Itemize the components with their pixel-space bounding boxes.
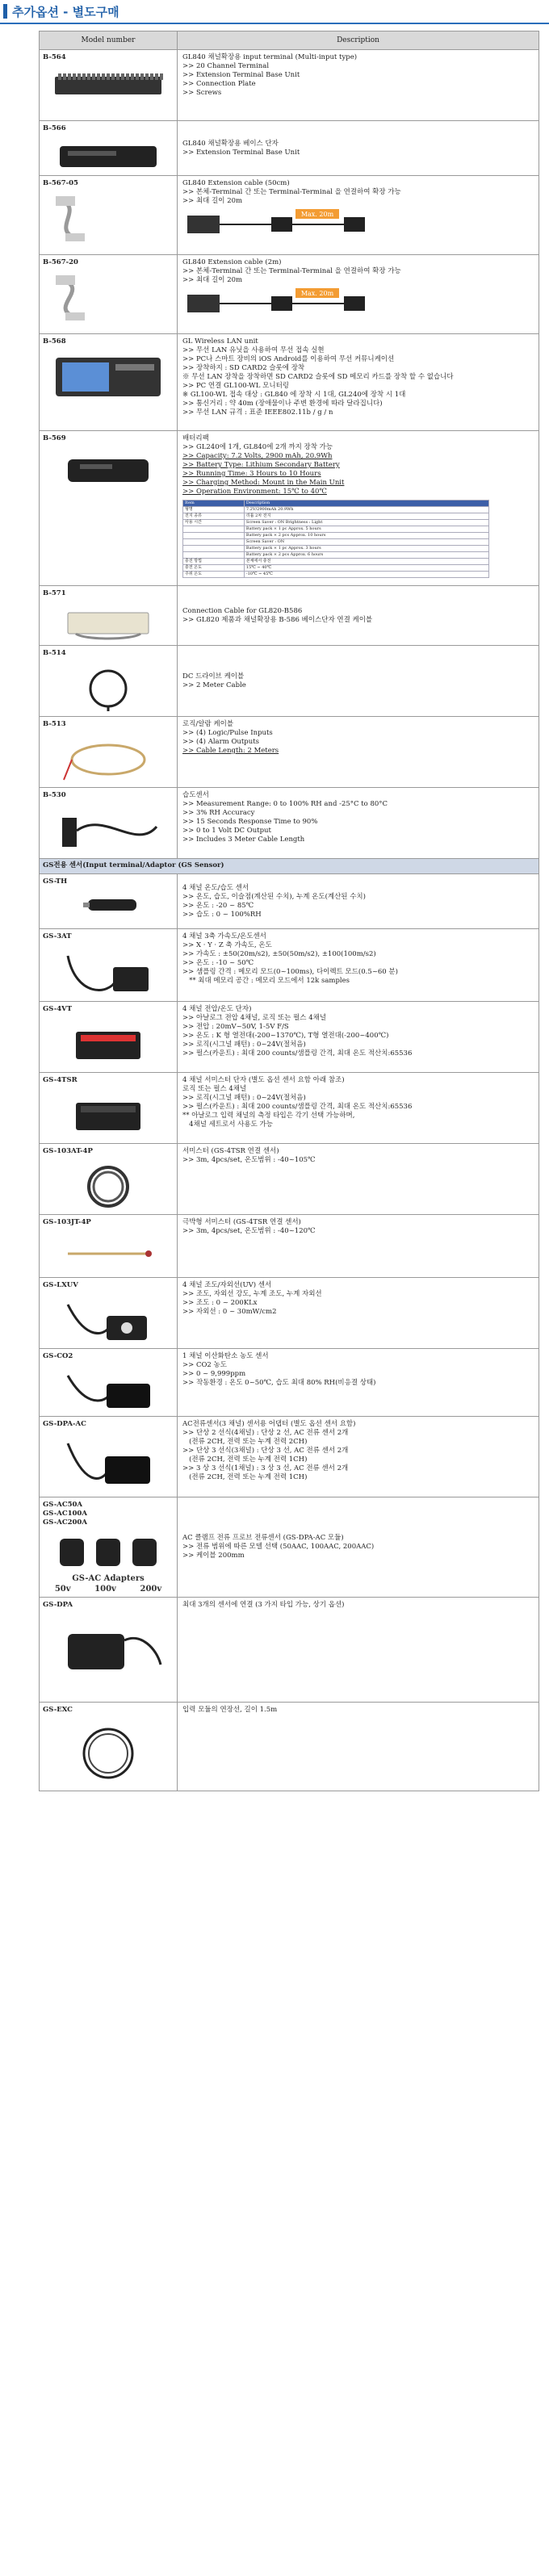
spec-cell: Battery pack × 2 pcs Approx. 10 hours <box>244 533 488 539</box>
description-line: >> PC 연결 GL100-WL 모니터링 <box>182 382 289 390</box>
description-line: >> 샘플링 간격 : 메모리 모드(0~100ms), 다이렉트 모드(0.5~60 분) <box>182 968 398 976</box>
table-row <box>40 1349 539 1417</box>
model-number: GS-AC50A GS-AC100A GS-AC200A <box>43 1501 87 1527</box>
model-cell <box>40 431 178 586</box>
spec-row <box>183 559 489 565</box>
description-line: >> 로직(시그널 패턴) : 0~24V(절처음) <box>182 1041 306 1049</box>
adapter-label: 50v <box>54 1585 71 1594</box>
description-line: 4 채널 전압/온도 단자) <box>182 1005 252 1013</box>
model-number: B-513 <box>43 720 66 728</box>
description-line: 로직/알람 케이블 <box>182 720 234 728</box>
options-table <box>39 31 539 1791</box>
model-number: GS-LXUV <box>43 1281 78 1289</box>
gs-th-sensor-image <box>64 893 153 925</box>
table-row <box>40 1417 539 1497</box>
description-line: ** 아날로그 입력 채널의 측정 타입은 각기 선택 가능하며, <box>182 1112 355 1120</box>
spec-cell: 형명 <box>183 507 245 513</box>
model-cell <box>40 121 178 176</box>
model-cell <box>40 334 178 431</box>
spec-cell <box>183 533 245 539</box>
gs-4tsr-terminal-image <box>60 1091 157 1140</box>
description-line: (전류 2CH, 전력 또는 누계 전력 1CH) <box>182 1456 308 1464</box>
col-model-header: Model number <box>40 31 178 50</box>
description-line: >> 단상 2 선식(4채널) : 단상 2 선, AC 전류 센서 2개 <box>182 1429 349 1437</box>
description-line: >> 0 to 1 Volt DC Output <box>182 827 271 835</box>
description-line: >> 조도, 자외선 강도, 누계 조도, 누계 자외선 <box>182 1290 322 1298</box>
description-line: >> 3m, 4pcs/set, 온도범위 : -40~120℃ <box>182 1227 316 1235</box>
model-number: B-566 <box>43 124 66 132</box>
description-line: GL840 Extension cable (50cm) <box>182 179 290 187</box>
model-number: B-567-20 <box>43 258 78 266</box>
description-line: >> 15 Seconds Response Time to 90% <box>182 818 318 826</box>
description-line: DC 드라이브 케이블 <box>182 672 245 681</box>
spec-cell: Screen Saver : ON Brightness : Light <box>244 520 488 526</box>
model-cell <box>40 788 178 859</box>
table-row <box>40 646 539 717</box>
model-number: GS-CO2 <box>43 1352 73 1360</box>
thermistor-image <box>60 1162 157 1211</box>
table-row <box>40 431 539 586</box>
description-cell <box>178 1417 539 1497</box>
description-cell <box>178 1002 539 1073</box>
spec-header-cell: Item <box>183 501 245 507</box>
description-cell <box>178 1215 539 1278</box>
extension-diagram <box>182 209 425 237</box>
description-cell <box>178 788 539 859</box>
description-line: 입력 모듈의 연장선, 길이 1.5m <box>182 1706 278 1714</box>
model-number: GS-4TSR <box>43 1076 78 1084</box>
model-number: GS-103JT-4P <box>43 1218 91 1226</box>
max-length-label: Max. 20m <box>300 290 334 297</box>
spec-cell: -10℃ ~ 45℃ <box>244 572 488 578</box>
gs-section-header <box>40 859 539 874</box>
table-row <box>40 255 539 334</box>
description-line: 서미스터 (GS-4TSR 연결 센서) <box>182 1147 279 1155</box>
table-row <box>40 1278 539 1349</box>
description-line: >> Connection Plate <box>182 80 256 88</box>
model-cell <box>40 176 178 255</box>
description-line: AC 클램프 전류 프로브 전류센서 (GS-DPA-AC 모듈) <box>182 1534 344 1542</box>
terminal-block-image <box>52 69 165 101</box>
description-line: GL840 채널확장용 베이스 단자 <box>182 139 279 148</box>
model-cell <box>40 1073 178 1144</box>
description-line: >> (4) Logic/Pulse Inputs <box>182 729 273 737</box>
description-line: 극박형 서미스터 (GS-4TSR 연결 센서) <box>182 1218 301 1226</box>
spec-cell <box>183 539 245 546</box>
description-line: >> GL240에 1개, GL840에 2개 까지 장착 가능 <box>182 443 333 451</box>
description-line: AC전류센서(3 채널) 센서용 어댑터 (별도 옵션 센서 요함) <box>182 1420 356 1428</box>
description-line: >> 조도 : 0 ~ 200KLx <box>182 1299 258 1307</box>
description-line: 로직 또는 펄스 4채널 <box>182 1085 247 1093</box>
description-line: >> Extension Terminal Base Unit <box>182 71 300 79</box>
description-line: 4채널 세트로서 사용도 가능 <box>182 1120 273 1129</box>
battery-spec-table <box>182 500 489 578</box>
table-row <box>40 50 539 121</box>
description-line: Connection Cable for GL820-B586 <box>182 606 303 615</box>
spec-cell: 본체에서 충전 <box>244 559 488 565</box>
description-line: >> 아날로그 전압 4채널, 로직 또는 펄스 4채널 <box>182 1014 327 1022</box>
page-header <box>0 0 549 24</box>
spec-header-row <box>183 501 489 507</box>
description-line: (전류 2CH, 전력 또는 누계 전력 2CH) <box>182 1438 308 1446</box>
description-line: >> 단상 3 선식(3채널) : 단상 3 선, AC 전류 센서 2개 <box>182 1447 349 1455</box>
model-number: B-514 <box>43 649 66 657</box>
table-row <box>40 1215 539 1278</box>
table-row <box>40 788 539 859</box>
model-cell <box>40 1703 178 1791</box>
spec-cell: 전지 종류 <box>183 513 245 520</box>
spec-cell: 주위 온도 <box>183 572 245 578</box>
description-cell <box>178 1349 539 1417</box>
description-line: >> 습도 : 0 ~ 100%RH <box>182 910 262 919</box>
base-unit-image <box>52 140 165 172</box>
adapters-caption <box>43 1574 174 1594</box>
description-cell <box>178 874 539 929</box>
spec-cell: 리튬 2차 전지 <box>244 513 488 520</box>
model-cell <box>40 1497 178 1598</box>
model-number: B-530 <box>43 791 66 799</box>
description-line: >> CO2 농도 <box>182 1361 227 1369</box>
wireless-lan-image <box>48 353 169 401</box>
description-line: >> 20 Channel Terminal <box>182 62 270 70</box>
description-cell <box>178 1144 539 1215</box>
spec-row <box>183 533 489 539</box>
battery-pack-image <box>56 450 161 490</box>
table-row <box>40 929 539 1002</box>
adapters-row <box>43 1585 174 1594</box>
model-number: GS-EXC <box>43 1706 73 1714</box>
table-row <box>40 586 539 646</box>
col-desc-header: Description <box>178 31 539 50</box>
description-cell <box>178 646 539 717</box>
model-number: B-569 <box>43 434 66 442</box>
description-line: >> Includes 3 Meter Cable Length <box>182 836 305 844</box>
table-row <box>40 1703 539 1791</box>
description-line: >> 온도 : -10 ~ 50℃ <box>182 959 254 967</box>
table-row <box>40 121 539 176</box>
spec-row <box>183 546 489 552</box>
connection-cable-image <box>52 605 165 642</box>
description-cell <box>178 334 539 431</box>
description-line: >> 통신거리 : 약 40m (장애물이나 주변 환경에 따라 달라집니다) <box>182 400 383 408</box>
description-line: >> X · Y · Z 축 가속도, 온도 <box>182 941 272 949</box>
description-cell <box>178 1278 539 1349</box>
spec-row <box>183 572 489 578</box>
description-line: 최대 3개의 센서에 연결 (3 가지 타입 가능, 상기 옵션) <box>182 1601 345 1609</box>
description-cell <box>178 50 539 121</box>
model-cell <box>40 1215 178 1278</box>
model-cell <box>40 646 178 717</box>
table-row <box>40 176 539 255</box>
description-line: >> 본체-Terminal 간 또는 Terminal-Terminal 을 연결하여 확장 가능 <box>182 188 401 196</box>
page-title: 추가옵션 - 별도구매 <box>12 4 119 19</box>
gs-lxuv-sensor-image <box>60 1296 157 1345</box>
description-line: >> 장착하지 : SD CARD2 슬롯에 장착 <box>182 364 305 372</box>
gs-co2-sensor-image <box>60 1368 157 1413</box>
model-cell <box>40 1598 178 1703</box>
spec-row <box>183 507 489 513</box>
spec-cell: 7.2V/2900mAh 20.9Wh <box>244 507 488 513</box>
spec-cell: Battery pack × 2 pcs Approx. 6 hours <box>244 552 488 559</box>
description-cell <box>178 176 539 255</box>
description-line: >> 3 상 3 선식(1채널) : 3 상 3 선, AC 전류 센서 2개 <box>182 1464 349 1472</box>
model-cell <box>40 255 178 334</box>
spec-row <box>183 552 489 559</box>
model-cell <box>40 874 178 929</box>
description-cell <box>178 717 539 788</box>
extension-cable-image <box>48 274 169 322</box>
description-line: >> 펄스(카운트) : 최대 200 counts/샘플링 간격, 최대 온도 적산치:65536 <box>182 1103 413 1111</box>
spec-row <box>183 539 489 546</box>
table-header-row <box>40 31 539 50</box>
model-cell <box>40 50 178 121</box>
table-row <box>40 874 539 929</box>
spec-row <box>183 513 489 520</box>
spec-cell <box>183 552 245 559</box>
description-line: >> 온도 : K 형 열전대(-200~1370℃), T형 열전대(-200~400℃) <box>182 1032 389 1040</box>
description-line: >> GL820 제품과 채널확장용 B-586 베이스단자 연결 케이블 <box>182 615 373 624</box>
model-number: GS-103AT-4P <box>43 1147 93 1155</box>
spec-cell: Screen Saver : ON <box>244 539 488 546</box>
description-cell <box>178 1598 539 1703</box>
dc-drive-cable-image <box>60 664 157 713</box>
description-line: >> 무선 LAN 유닛을 사용하여 무선 접속 실현 <box>182 346 325 354</box>
description-line: >> 2 Meter Cable <box>182 681 246 689</box>
table-row <box>40 1144 539 1215</box>
table-row <box>40 1073 539 1144</box>
model-number: GS-3AT <box>43 932 72 940</box>
description-line: 습도센서 <box>182 791 209 799</box>
clamp-probe-image <box>52 1534 165 1571</box>
table-row <box>40 1497 539 1598</box>
model-number: B-567-05 <box>43 179 78 187</box>
description-line: >> Capacity: 7.2 Volts, 2900 mAh, 20.9Wh <box>182 452 333 460</box>
description-line: >> 전류 범위에 따른 모델 선택 (50AAC, 100AAC, 200AAC) <box>182 1543 375 1551</box>
description-line: >> 가속도 : ±50(20m/s2), ±50(50m/s2), ±100(100m/s2) <box>182 950 376 958</box>
model-number: GS-4VT <box>43 1005 73 1013</box>
description-line: 4 채널 서미스터 단자 (별도 옵션 센서 요함 아래 참조) <box>182 1076 345 1084</box>
adapter-label: 100v <box>94 1585 116 1594</box>
description-line: >> 작동환경 : 온도 0~50℃, 습도 최대 80% RH(비응결 상태) <box>182 1379 376 1387</box>
description-cell <box>178 1703 539 1791</box>
description-line: >> PC나 스마트 장비의 iOS Android를 이용하여 무선 커뮤니케이션 <box>182 355 395 363</box>
description-cell <box>178 1073 539 1144</box>
description-line: >> 본체-Terminal 간 또는 Terminal-Terminal 을 연결하여 확장 가능 <box>182 267 401 275</box>
description-cell <box>178 586 539 646</box>
description-line: >> 3% RH Accuracy <box>182 809 255 817</box>
model-number: B-568 <box>43 337 66 346</box>
description-cell <box>178 431 539 586</box>
description-line: >> Operation Environment: 15℃ to 40℃ <box>182 488 327 496</box>
gs-dpa-ac-adapter-image <box>60 1435 157 1492</box>
gs-dpa-image <box>52 1616 165 1681</box>
description-line: >> Cable Length: 2 Meters <box>182 747 279 755</box>
gs-4vt-terminal-image <box>60 1020 157 1069</box>
spec-cell: 15℃ ~ 40℃ <box>244 565 488 572</box>
description-line: >> 케이블 200mm <box>182 1552 245 1560</box>
model-number: GS-TH <box>43 878 68 886</box>
spec-cell: 사용 시간 <box>183 520 245 526</box>
spec-cell: Battery pack × 1 pc Approx. 5 hours <box>244 526 488 533</box>
table-row <box>40 1002 539 1073</box>
adapter-label: 200v <box>140 1585 162 1594</box>
thin-thermistor-image <box>60 1234 157 1274</box>
description-line: 4 채널 온도/습도 센서 <box>182 883 249 892</box>
max-length-label: Max. 20m <box>300 211 334 218</box>
description-line: >> Battery Type: Lithium Secondary Battery <box>182 461 340 469</box>
description-line: 4 채널 3축 가속도/온도센서 <box>182 932 266 940</box>
description-line: >> Extension Terminal Base Unit <box>182 148 300 157</box>
description-line: >> Screws <box>182 89 222 97</box>
table-row <box>40 1598 539 1703</box>
spec-cell: Battery pack × 1 pc Approx. 3 hours <box>244 546 488 552</box>
description-cell <box>178 929 539 1002</box>
description-line: >> 온도, 습도, 이슬점(계산된 수치), 누계 온도(계산된 수치) <box>182 892 366 901</box>
model-cell <box>40 1417 178 1497</box>
description-line: ** 최대 메모리 공간 : 메모리 모드에서 12k samples <box>182 977 350 985</box>
table-row <box>40 334 539 431</box>
description-line: ※ GL100-WL 접속 대상 : GL840 에 장착 시 1대, GL240에 장착 시 1대 <box>182 391 406 399</box>
description-line: 1 채널 이산화탄소 농도 센서 <box>182 1352 269 1360</box>
description-line: >> Measurement Range: 0 to 100% RH and -25°C to 80°C <box>182 800 388 808</box>
spec-cell <box>183 526 245 533</box>
extension-diagram <box>182 288 425 316</box>
model-cell <box>40 1002 178 1073</box>
model-cell <box>40 1349 178 1417</box>
description-line: >> 자외선 : 0 ~ 30mW/cm2 <box>182 1308 277 1316</box>
model-number: GS-DPA <box>43 1601 73 1609</box>
extension-cable-image <box>48 195 169 243</box>
description-line: GL Wireless LAN unit <box>182 337 258 346</box>
adapters-title: GS-AC Adapters <box>72 1574 145 1583</box>
table-row <box>40 717 539 788</box>
description-line: >> 0 ~ 9,999ppm <box>182 1370 246 1378</box>
description-line: 4 채널 조도/자외선(UV) 센서 <box>182 1281 272 1289</box>
description-line: >> 로직(시그널 패턴) : 0~24V(절처음) <box>182 1094 306 1102</box>
description-line: >> 최대 길이 20m <box>182 197 243 205</box>
description-line: 배터리팩 <box>182 434 209 442</box>
description-line: >> 펄스(카운트) : 최대 200 counts/샘플링 간격, 최대 온도 적산치:65536 <box>182 1049 413 1058</box>
model-cell <box>40 717 178 788</box>
spec-cell: 충전 온도 <box>183 565 245 572</box>
description-line: GL840 Extension cable (2m) <box>182 258 282 266</box>
spec-cell <box>183 546 245 552</box>
model-number: B-564 <box>43 53 66 61</box>
gs-3at-sensor-image <box>60 948 157 998</box>
description-line: >> Charging Method: Mount in the Main Unit <box>182 479 345 487</box>
description-line: ※ 무선 LAN 장착을 장착하면 SD CARD2 슬롯에 SD 메모리 카드를 장착 할 수 없습니다 <box>182 373 454 381</box>
description-line: (전류 2CH, 전력 또는 누계 전력 1CH) <box>182 1473 308 1481</box>
spec-header-cell: Description <box>244 501 488 507</box>
description-line: >> 3m, 4pcs/set, 온도범위 : -40~105℃ <box>182 1156 316 1164</box>
model-number: B-571 <box>43 589 66 597</box>
description-cell <box>178 255 539 334</box>
description-line: >> (4) Alarm Outputs <box>182 738 259 746</box>
description-cell <box>178 1497 539 1598</box>
description-line: >> Running Time: 3 Hours to 10 Hours <box>182 470 321 478</box>
model-cell <box>40 1144 178 1215</box>
description-line: >> 온도 : -20 ~ 85℃ <box>182 901 254 910</box>
description-cell <box>178 121 539 176</box>
model-cell <box>40 929 178 1002</box>
model-cell <box>40 586 178 646</box>
humidity-sensor-image <box>56 806 161 855</box>
description-line: >> 전압 : 20mV~50V, 1-5V F/S <box>182 1023 289 1031</box>
description-line: >> 최대 길이 20m <box>182 276 243 284</box>
model-cell <box>40 1278 178 1349</box>
logic-cable-image <box>60 735 157 784</box>
spec-row <box>183 520 489 526</box>
extension-cable-exc-image <box>60 1721 157 1786</box>
description-line: >> 무선 LAN 규격 : 표준 IEEE802.11b / g / n <box>182 408 333 417</box>
model-number: GS-DPA-AC <box>43 1420 86 1428</box>
spec-cell: 충전 방법 <box>183 559 245 565</box>
gs-section-title: GS전용 센서(Input terminal/Adaptor (GS Sensor) <box>40 859 539 874</box>
spec-row <box>183 526 489 533</box>
header-bar <box>3 4 7 19</box>
spec-row <box>183 565 489 572</box>
description-line: GL840 채널확장용 input terminal (Multi-input type) <box>182 53 358 61</box>
